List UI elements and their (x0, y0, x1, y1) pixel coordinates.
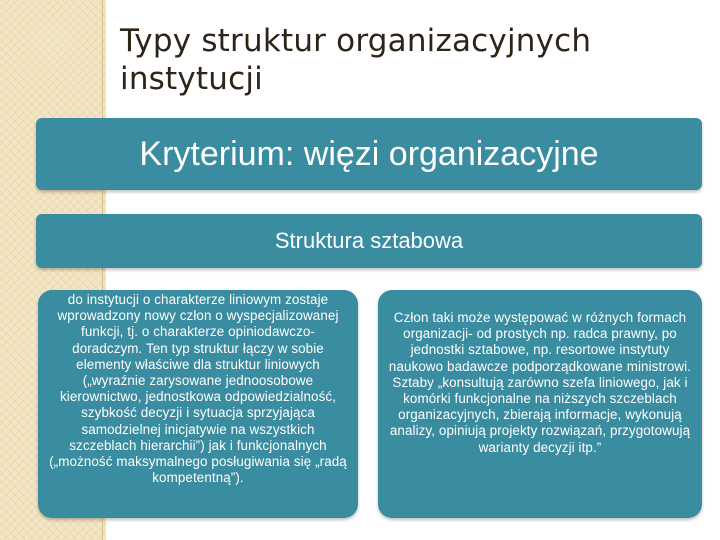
description-text-right: Człon taki może występować w różnych formach organizacji- od prostych np. radca prawny, po jednostki sztabowe, np. resortowe instytuty naukowo badawcze podporządkowane ministrowi. Sztaby „konsultują zarówno szefa liniowego, jak i komórki funkcjonalne na niższych szczeblach organizacyjnych, zbierają informacje, wykonują analizy, opiniują projekty rozwiązań, przygotowują warianty decyzji itp.” (388, 310, 692, 455)
slide-title: Typy struktur organizacyjnych instytucji (120, 23, 592, 97)
structure-type-banner (36, 214, 702, 268)
description-box-right (378, 290, 702, 518)
criterion-banner (36, 118, 702, 190)
criterion-banner-text: Kryterium: więzi organizacyjne (139, 134, 599, 173)
structure-type-text: Struktura sztabowa (274, 228, 464, 253)
description-box-left (38, 290, 358, 518)
description-text-left: do instytucji o charakterze liniowym zostaje wprowadzony nowy człon o wyspecjalizowanej funkcji, tj. o charakterze opiniodawczo-doradczym. Ten typ struktur łączy w sobie elementy właściwe dla struktur liniowych („wyraźnie zarysowane jednoosobowe kierownictwo, jednostkowa odpowiedzialność, szybkość decyzji i sytuacja sprzyjająca samodzielnej inicjatywie na wszystkich szczeblach hierarchii”) jak i funkcjonalnych („możność maksymalnego posługiwania się „radą kompetentną”). (49, 292, 347, 486)
